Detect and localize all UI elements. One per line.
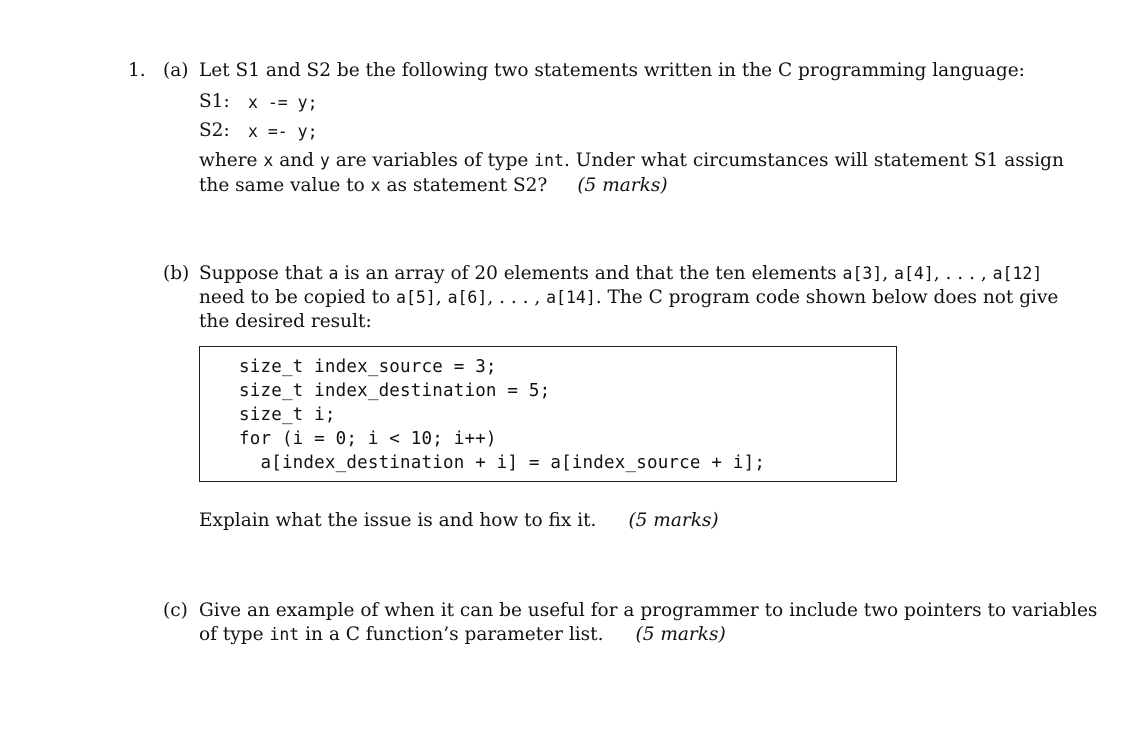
code-line-1: size_t index_source = 3; [239,357,497,377]
code-line-3: size_t i; [239,405,336,425]
part-a-marks: (5 marks) [577,175,668,196]
statement-s2-name: S2: [199,120,230,141]
part-a-intro: Let S1 and S2 be the following two statements written in the C programming language: [199,60,1025,81]
part-c-marks: (5 marks) [635,624,726,645]
part-b-label: (b) [163,263,190,284]
question-number: 1. [128,60,146,81]
code-listing [199,346,897,482]
part-b-explain: Explain what the issue is and how to fix it. (5 marks) [199,510,719,531]
part-c-line2: of type int in a C function’s parameter list. (5 marks) [199,624,726,645]
part-b-line3: the desired result: [199,311,372,332]
code-line-4: for (i = 0; i < 10; i++) [239,429,497,449]
part-c-label: (c) [163,600,188,621]
part-a-label: (a) [163,60,189,81]
part-b-line2: need to be copied to a[5], a[6], . . . , a[14]. The C program code shown below does not give [199,287,1059,308]
part-a-question-line1: where x and y are variables of type int. Under what circumstances will statement S1 assign [199,150,1064,171]
part-b-marks: (5 marks) [628,510,719,531]
part-c-line1: Give an example of when it can be useful for a programmer to include two pointers to variables [199,600,1098,621]
part-a-question-line2: the same value to x as statement S2? (5 marks) [199,175,668,196]
part-b-line1: Suppose that a is an array of 20 elements and that the ten elements a[3], a[4], . . . , a[12] [199,263,1043,284]
statement-s1-code: x -= y; [248,93,318,112]
statement-s2-code: x =- y; [248,122,318,141]
code-line-2: size_t index_destination = 5; [239,381,551,401]
code-line-5: a[index_destination + i] = a[index_source + i]; [239,453,766,473]
statement-s1-name: S1: [199,91,230,112]
